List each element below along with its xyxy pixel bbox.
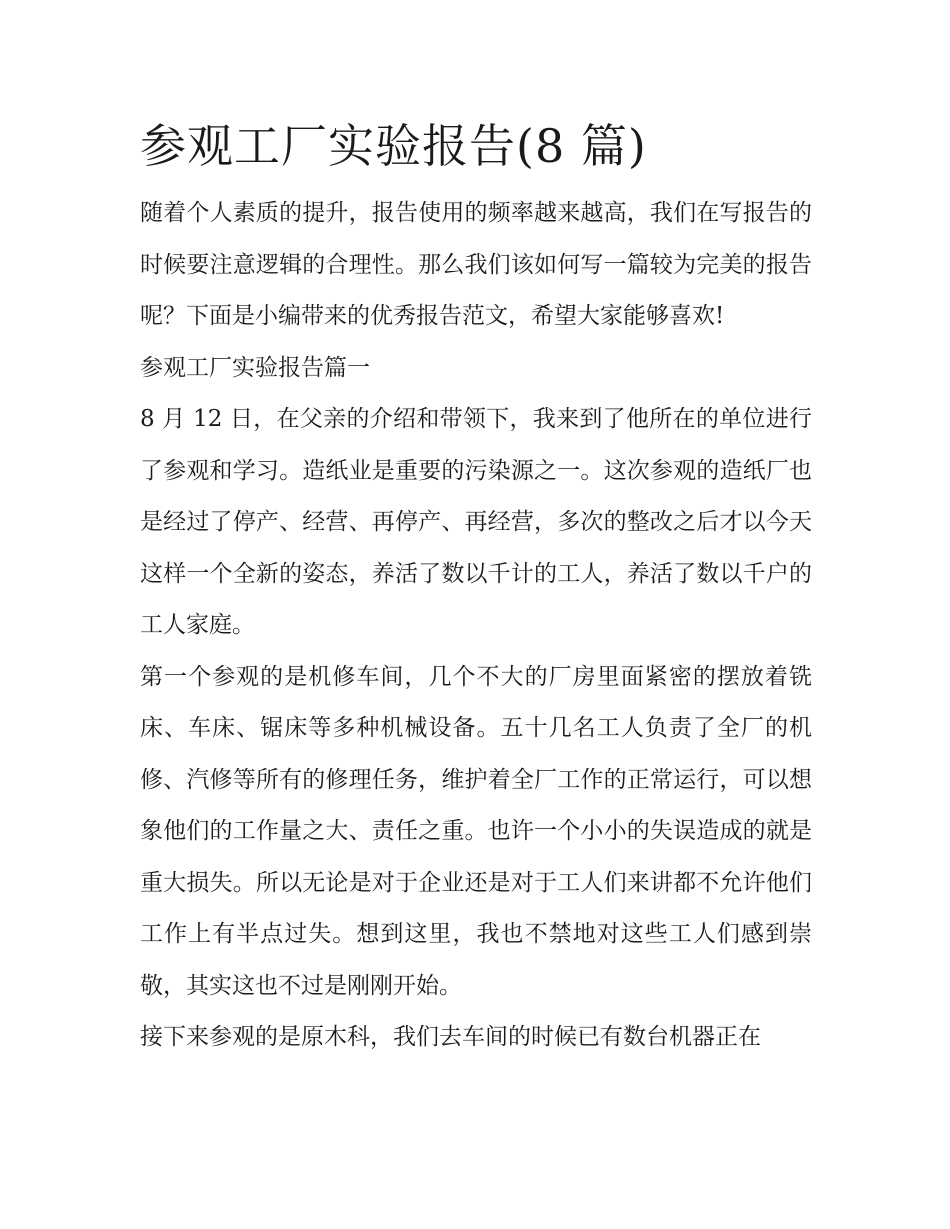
intro-paragraph: 随着个人素质的提升，报告使用的频率越来越高，我们在写报告的时候要注意逻辑的合理性。那么我们该如何写一篇较为完美的报告呢？下面是小编带来的优秀报告范文，希望大家能够喜欢! (140, 200, 812, 329)
document-body (140, 112, 812, 1064)
body-paragraph-1: 8 月 12 日，在父亲的介绍和带领下，我来到了他所在的单位进行了参观和学习。造纸业是重要的污染源之一。这次参观的造纸厂也是经过了停产、经营、再停产、再经营，多次的整改之后才以今天这样一个全新的姿态，养活了数以千计的工人，养活了数以千户的工人家庭。 (140, 406, 812, 638)
body-paragraph-2: 第一个参观的是机修车间，几个不大的厂房里面紧密的摆放着铣床、车床、锯床等多种机械设备。五十几名工人负责了全厂的机修、汽修等所有的修理任务，维护着全厂工作的正常运行，可以想象他们的工作量之大、责任之重。也许一个小小的失误造成的就是重大损失。所以无论是对于企业还是对于工人们来讲都不允许他们工作上有半点过失。想到这里，我也不禁地对这些工人们感到崇敬，其实这也不过是刚刚开始。 (140, 663, 812, 999)
body-paragraph-3: 接下来参观的是原木科，我们去车间的时候已有数台机器正在 (140, 1024, 761, 1050)
section-heading-1: 参观工厂实验报告篇一 (140, 354, 370, 381)
document-title: 参观工厂实验报告(8 篇) (140, 119, 647, 173)
